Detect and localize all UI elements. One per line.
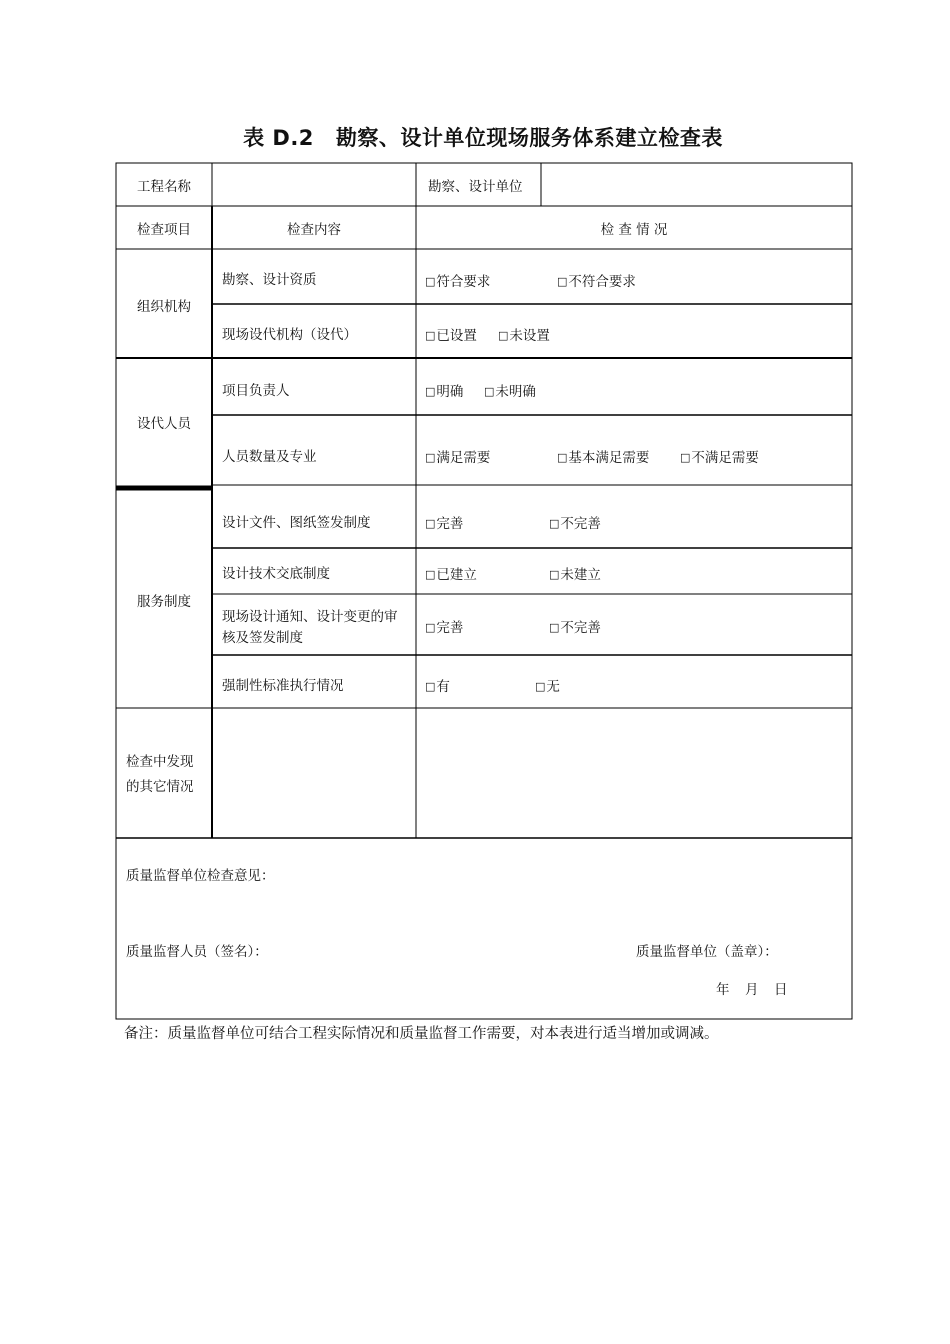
- page-title: [0, 122, 950, 152]
- date-day: 日: [774, 982, 788, 998]
- checkbox-icon: □: [425, 517, 436, 530]
- checkbox-icon: □: [425, 385, 436, 398]
- item-content-3: 项目负责人: [222, 383, 290, 399]
- remark-note: 备注：质量监督单位可结合工程实际情况和质量监督工作需要，对本表进行适当增加或调减。: [124, 1026, 719, 1042]
- unit-seal-label: 质量监督单位（盖章）：: [636, 944, 778, 960]
- checkbox-icon: □: [557, 451, 568, 464]
- item-content-5: 设计文件、图纸签发制度: [222, 515, 371, 531]
- checkbox-icon: □: [557, 275, 568, 288]
- group-org: 组织机构: [137, 299, 191, 315]
- checkbox-icon: □: [549, 621, 560, 634]
- item-content-8: 强制性标准执行情况: [222, 678, 344, 694]
- option-2b[interactable]: □未设置: [498, 328, 550, 344]
- checkbox-icon: □: [425, 451, 436, 464]
- option-1a[interactable]: □符合要求: [425, 274, 491, 290]
- checkbox-icon: □: [425, 568, 436, 581]
- option-4a[interactable]: □满足需要: [425, 450, 491, 466]
- group-other-line2: 的其它情况: [126, 779, 194, 795]
- checkbox-icon: □: [425, 621, 436, 634]
- table-title: 勘察、设计单位现场服务体系建立检查表: [335, 126, 723, 150]
- table-code: 表 D.2: [243, 126, 314, 150]
- item-content-1: 勘察、设计资质: [222, 272, 317, 288]
- option-5a[interactable]: □完善: [425, 516, 464, 532]
- group-staff: 设代人员: [137, 416, 191, 432]
- option-4c[interactable]: □不满足需要: [680, 450, 759, 466]
- checkbox-icon: □: [535, 680, 546, 693]
- design-unit-label: 勘察、设计单位: [428, 179, 523, 195]
- checkbox-icon: □: [425, 680, 436, 693]
- date-month: 月: [745, 982, 759, 998]
- col-header-content: 检查内容: [287, 222, 341, 238]
- checkbox-icon: □: [425, 329, 436, 342]
- checkbox-icon: □: [498, 329, 509, 342]
- checkbox-icon: □: [484, 385, 495, 398]
- option-4b[interactable]: □基本满足需要: [557, 450, 650, 466]
- checkbox-icon: □: [680, 451, 691, 464]
- col-header-item: 检查项目: [137, 222, 191, 238]
- checkbox-icon: □: [425, 275, 436, 288]
- inspector-signature-label: 质量监督人员（签名）：: [126, 944, 268, 960]
- item-content-7-line1: 现场设计通知、设计变更的审: [222, 609, 398, 625]
- item-content-2: 现场设代机构（设代）: [222, 327, 357, 343]
- item-content-6: 设计技术交底制度: [222, 566, 330, 582]
- option-5b[interactable]: □不完善: [549, 516, 601, 532]
- option-6b[interactable]: □未建立: [549, 567, 601, 583]
- item-content-7-line2: 核及签发制度: [222, 630, 303, 646]
- option-7a[interactable]: □完善: [425, 620, 464, 636]
- other-findings-status-field[interactable]: [420, 712, 848, 834]
- item-content-4: 人员数量及专业: [222, 449, 317, 465]
- project-name-label: 工程名称: [137, 179, 191, 195]
- opinion-label: 质量监督单位检查意见：: [126, 868, 275, 884]
- option-3b[interactable]: □未明确: [484, 384, 536, 400]
- group-other-line1: 检查中发现: [126, 754, 194, 770]
- option-1b[interactable]: □不符合要求: [557, 274, 636, 290]
- option-3a[interactable]: □明确: [425, 384, 464, 400]
- option-7b[interactable]: □不完善: [549, 620, 601, 636]
- option-6a[interactable]: □已建立: [425, 567, 477, 583]
- date-year: 年: [716, 982, 730, 998]
- option-8a[interactable]: □有: [425, 679, 450, 695]
- other-findings-content-field[interactable]: [218, 712, 412, 834]
- option-2a[interactable]: □已设置: [425, 328, 477, 344]
- group-service: 服务制度: [137, 594, 191, 610]
- col-header-status: 检 查 情 况: [600, 222, 668, 238]
- option-8b[interactable]: □无: [535, 679, 560, 695]
- checkbox-icon: □: [549, 517, 560, 530]
- checkbox-icon: □: [549, 568, 560, 581]
